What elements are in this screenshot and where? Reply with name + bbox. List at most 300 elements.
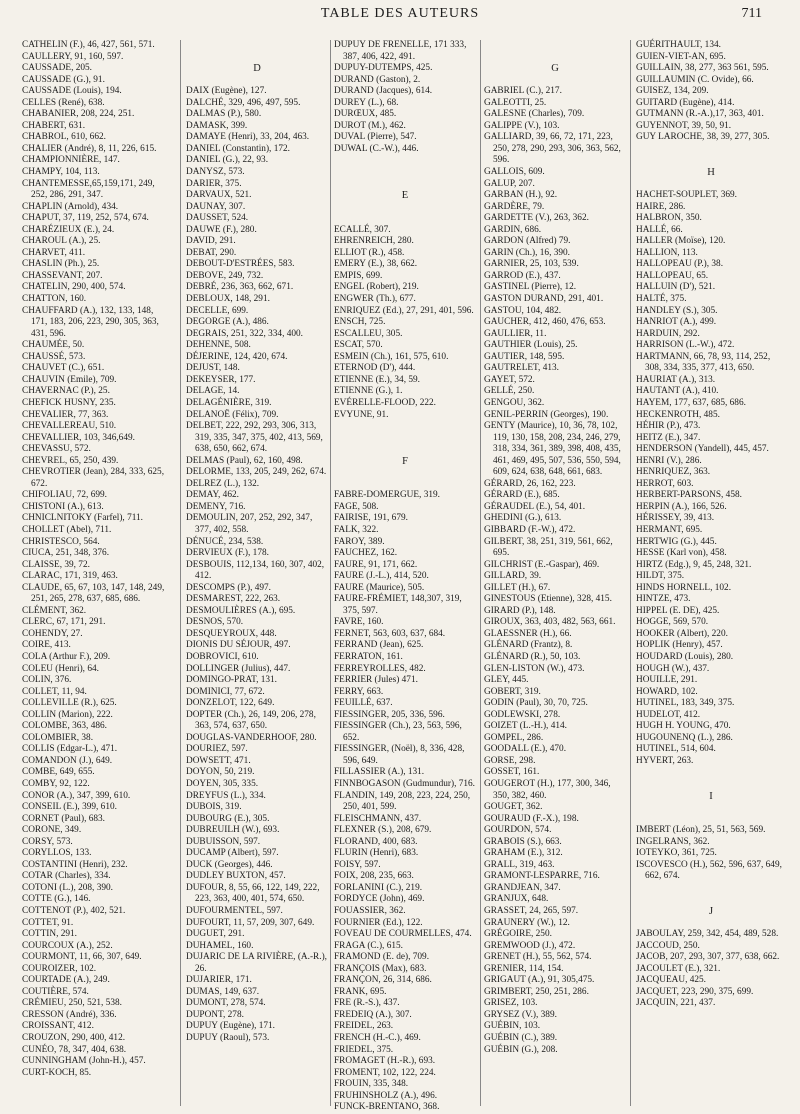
author-entry: CLÉMENT, 362.: [22, 605, 87, 616]
author-entry: JACQUET, 223, 290, 375, 699.: [636, 986, 754, 997]
author-entry: DONZELOT, 122, 649.: [186, 698, 275, 709]
author-entry: CAUSSADE (Louis), 194.: [22, 86, 122, 97]
author-entry: GARROD (E.), 437.: [484, 270, 561, 281]
author-entry: HOUGH (W.), 437.: [636, 663, 710, 674]
author-entry: COLOMBIER, 38.: [22, 732, 94, 743]
author-entry: HERROT, 603.: [636, 478, 694, 489]
author-entry: DAUNAY, 307.: [186, 201, 246, 212]
spacer: [636, 155, 786, 167]
author-entry: CHAUSSÉ, 573.: [22, 351, 86, 362]
author-entry: FINNBOGASON (Gudmundur), 716.: [334, 779, 476, 789]
author-entry: DESNOS, 570.: [186, 617, 244, 628]
author-entry: CHAVERNAC (P.), 25.: [22, 386, 110, 397]
author-entry: HAIRE, 286.: [636, 201, 686, 212]
column-divider: [480, 40, 481, 1106]
spacer: [636, 767, 786, 779]
author-entry: HAUTANT (A.), 410.: [636, 386, 719, 397]
author-entry: FORDYCE (John), 469.: [334, 894, 425, 905]
author-entry: GUTMANN (R.-A.),17, 363, 401.: [636, 109, 764, 120]
author-entry: COLLIN (Marion), 222.: [22, 709, 113, 720]
author-entry: HERPIN (A.), 166, 526.: [636, 501, 727, 512]
author-entry: HACHET-SOUPLET, 369.: [636, 190, 737, 201]
author-entry: COHENDY, 27.: [22, 628, 83, 639]
author-entry: CUNNINGHAM (John-H.), 457.: [22, 1056, 146, 1067]
author-entry: DURAND (Gaston), 2.: [334, 74, 421, 85]
author-entry: COLLET, 11, 94.: [22, 686, 87, 697]
author-entry: DELAGÉNIÈRE, 319.: [186, 397, 272, 408]
author-entry: DANIEL (Constantin), 172.: [186, 143, 290, 154]
author-entry: HALLION, 113.: [636, 247, 698, 258]
author-entry: GOSSET, 161.: [484, 767, 540, 778]
author-entry: HILDT, 375.: [636, 571, 685, 582]
author-entry: DEMAY, 462.: [186, 490, 239, 501]
author-entry: HARTMANN, 66, 78, 93, 114, 252, 308, 334, 335, 377, 413, 650.: [636, 351, 771, 374]
author-entry: GORSE, 298.: [484, 755, 536, 766]
author-entry: CUNÉO, 78, 347, 404, 638.: [22, 1044, 127, 1055]
author-entry: GRAMONT-LESPARRE, 716.: [484, 871, 600, 882]
author-entry: COLEU (Henri), 64.: [22, 663, 99, 674]
spacer: [636, 779, 786, 791]
author-entry: DREYFUS (L.), 334.: [186, 790, 266, 801]
author-entry: HECKENROTH, 485.: [636, 409, 720, 420]
author-entry: DEMENY, 716.: [186, 501, 246, 512]
author-entry: FORLANINI (C.), 219.: [334, 882, 423, 893]
author-entry: FLEISCHMANN, 437.: [334, 813, 422, 824]
author-entry: DAMAYE (Henri), 33, 204, 463.: [186, 132, 310, 143]
author-entry: CLAISSE, 39, 72.: [22, 559, 90, 570]
section-letter: F: [402, 455, 408, 467]
author-entry: FRENCH (H.-C.), 469.: [334, 1033, 421, 1044]
index-column-1: [22, 40, 167, 1079]
author-entry: GRALL, 319, 463.: [484, 859, 555, 870]
author-entry: DOURIEZ, 597.: [186, 744, 248, 755]
author-entry: CHABANIER, 208, 224, 251.: [22, 109, 135, 120]
author-entry: ESMEIN (Ch.), 161, 575, 610.: [334, 351, 449, 362]
author-entry: GÉRARD (E.), 685.: [484, 490, 560, 501]
author-entry: GALEOTTI, 25.: [484, 97, 547, 108]
author-entry: FRAGA (C.), 615.: [334, 940, 403, 951]
author-entry: COLLEVILLE (R.), 625.: [22, 698, 117, 709]
spacer: [334, 202, 476, 214]
author-entry: CHEVALIER, 77, 363.: [22, 409, 109, 420]
author-entry: HARRISON (L.-W.), 472.: [636, 340, 735, 351]
spacer: [334, 479, 476, 491]
author-entry: DUCAMP (Albert), 597.: [186, 848, 279, 859]
author-entry: CHABROL, 610, 662.: [22, 132, 106, 143]
author-entry: DAVID, 291.: [186, 236, 236, 247]
author-entry: GRISEZ, 103.: [484, 998, 538, 1009]
author-entry: DEBRÉ, 236, 363, 662, 671.: [186, 282, 294, 293]
author-entry: COMBY, 92, 122.: [22, 779, 90, 789]
author-entry: FOISY, 597.: [334, 859, 381, 870]
author-entry: HALLÉ, 66.: [636, 224, 683, 235]
author-entry: EHRENREICH, 280.: [334, 236, 414, 247]
author-entry: CHAUVET (C.), 651.: [22, 363, 105, 374]
author-entry: CHAUMÉE, 50.: [22, 340, 85, 351]
author-entry: GOURAUD (F.-X.), 198.: [484, 813, 579, 824]
author-entry: GUISEZ, 134, 209.: [636, 86, 709, 97]
author-entry: COTAR (Charles), 334.: [22, 871, 111, 882]
author-entry: HESSE (Karl von), 458.: [636, 548, 727, 559]
author-entry: GRENET (H.), 55, 562, 574.: [484, 952, 592, 963]
author-entry: FERRIER (Jules) 471.: [334, 675, 418, 686]
author-entry: FALK, 322.: [334, 524, 379, 535]
author-entry: GRASSET, 24, 265, 597.: [484, 906, 579, 917]
author-entry: FRAMOND (E. de), 709.: [334, 952, 430, 963]
author-entry: CHEVALLIER, 103, 346,649.: [22, 432, 135, 443]
spacer: [186, 52, 328, 64]
author-entry: HINDS HORNELL, 102.: [636, 582, 732, 593]
author-entry: GARIN (Ch.), 16, 390.: [484, 247, 570, 258]
author-entry: DESQUEYROUX, 448.: [186, 628, 277, 639]
author-entry: HÉRISSEY, 39, 413.: [636, 513, 715, 524]
author-entry: ETERNOD (D'), 444.: [334, 363, 416, 374]
author-entry: CAUSSADE (G.), 91.: [22, 74, 105, 85]
spacer: [636, 179, 786, 191]
author-entry: DURAND (Jacques), 614.: [334, 86, 433, 97]
author-entry: CHALIER (André), 8, 11, 226, 615.: [22, 143, 157, 154]
author-entry: HOUDARD (Louis), 280.: [636, 651, 734, 662]
author-entry: CHARÉZIEUX (E.), 24.: [22, 224, 115, 235]
author-entry: ENRIQUEZ (Ed.), 27, 291, 401, 596.: [334, 305, 474, 316]
author-entry: CHEVREL, 65, 250, 439.: [22, 455, 119, 466]
author-entry: DUVAL (Pierre), 547.: [334, 132, 417, 143]
author-entry: DUPUY (Eugène), 171.: [186, 1021, 275, 1032]
author-entry: GRÉGOIRE, 250.: [484, 929, 552, 940]
author-entry: HERMANT, 695.: [636, 524, 703, 535]
author-entry: FLANDIN, 149, 208, 223, 224, 250, 250, 401, 599.: [334, 790, 471, 813]
author-entry: GUÉRITHAULT, 134.: [636, 40, 721, 50]
author-entry: JABOULAY, 259, 342, 454, 489, 528.: [636, 929, 779, 940]
author-entry: GARBAN (H.), 92.: [484, 190, 558, 201]
author-entry: CHIFOLIAU, 72, 699.: [22, 490, 107, 501]
author-entry: GRENIER, 114, 154.: [484, 963, 564, 974]
author-entry: FAIRISE, 191, 679.: [334, 513, 408, 524]
author-entry: CHABERT, 631.: [22, 120, 86, 131]
spacer: [334, 433, 476, 445]
author-entry: FREIDEL, 263.: [334, 1021, 394, 1032]
author-entry: HALBRON, 350.: [636, 213, 702, 224]
author-entry: DUGUET, 291.: [186, 929, 245, 940]
author-entry: ECALLÉ, 307.: [334, 224, 391, 235]
author-entry: GUILLAUMIN (C. Ovide), 66.: [636, 74, 754, 85]
author-entry: GELLÉ, 250.: [484, 386, 535, 397]
author-entry: DUPUY-DUTEMPS, 425.: [334, 63, 433, 74]
author-entry: GRANDJEAN, 347.: [484, 882, 561, 893]
author-entry: FERNET, 563, 603, 637, 684.: [334, 628, 446, 639]
author-entry: CONSEIL (E.), 399, 610.: [22, 802, 117, 813]
author-entry: GASTOU, 104, 482.: [484, 305, 562, 316]
author-entry: GALESNE (Charles), 709.: [484, 109, 585, 120]
author-entry: DEBOVE, 249, 732.: [186, 270, 264, 281]
author-entry: COLLIS (Edgar-L.), 471.: [22, 744, 118, 755]
author-entry: GOIZET (L.-H.), 414.: [484, 721, 567, 732]
author-entry: CURT-KOCH, 85.: [22, 1067, 92, 1078]
author-entry: DOMINGO-PRAT, 131.: [186, 675, 277, 686]
author-entry: HANRIOT (A.), 499.: [636, 317, 717, 328]
author-entry: HEITZ (E.), 347.: [636, 432, 701, 443]
author-entry: DIONIS DU SÉJOUR, 497.: [186, 640, 291, 651]
author-entry: DEGORGE (A.), 486.: [186, 317, 269, 328]
author-entry: CLARAC, 171, 319, 463.: [22, 571, 118, 582]
author-entry: EVÉRELLE-FLOOD, 222.: [334, 397, 436, 408]
author-entry: DUROT (M.), 462.: [334, 120, 406, 131]
author-entry: GLAESSNER (H.), 66.: [484, 628, 572, 639]
author-entry: GARDETTE (V.), 263, 362.: [484, 213, 589, 224]
spacer: [484, 52, 626, 64]
author-entry: DAIX (Eugène), 127.: [186, 86, 267, 97]
author-entry: DUHAMEL, 160.: [186, 940, 254, 951]
author-entry: DALMAS (P.), 580.: [186, 109, 262, 120]
author-entry: DUMONT, 278, 574.: [186, 998, 266, 1009]
author-entry: GAUCHER, 412, 460, 476, 653.: [484, 317, 606, 328]
author-entry: FAURE-FRÉMIET, 148,307, 319, 375, 597.: [334, 594, 462, 616]
author-entry: HIRTZ (Edg.), 9, 45, 248, 321.: [636, 559, 752, 570]
author-entry: HALTÉ, 375.: [636, 294, 687, 305]
author-entry: COURTADE (A.), 249.: [22, 975, 110, 986]
author-entry: HENRIQUEZ, 363.: [636, 467, 711, 478]
author-entry: CRÉMIEU, 250, 521, 538.: [22, 998, 122, 1009]
author-entry: COTTENOT (P.), 402, 521.: [22, 906, 126, 917]
author-entry: FOIX, 208, 235, 663.: [334, 871, 414, 882]
author-entry: DOWSETT, 471.: [186, 755, 251, 766]
section-letter: D: [253, 63, 261, 75]
author-entry: DECELLE, 699.: [186, 305, 249, 316]
author-entry: GAYET, 572.: [484, 374, 535, 385]
author-entry: FLURIN (Henri), 683.: [334, 848, 419, 859]
author-entry: CHRISTESCO, 564.: [22, 536, 100, 547]
author-entry: HYVERT, 263.: [636, 755, 694, 766]
author-entry: DEBOUT-D'ESTRÉES, 583.: [186, 259, 295, 270]
author-entry: GINESTOUS (Etienne), 328, 415.: [484, 594, 612, 605]
author-entry: GOMPEL, 286.: [484, 732, 544, 743]
author-entry: INGELRANS, 362.: [636, 836, 710, 847]
author-entry: DÉJERINE, 124, 420, 674.: [186, 351, 288, 362]
author-entry: GUIEN-VIET-AN, 695.: [636, 51, 726, 62]
author-entry: GABRIEL (C.), 217.: [484, 86, 562, 97]
author-entry: GAUTIER, 148, 595.: [484, 351, 565, 362]
author-entry: COUTIÈRE, 574.: [22, 986, 89, 997]
author-entry: GRABOIS (S.), 663.: [484, 836, 562, 847]
author-entry: COMBE, 649, 655.: [22, 767, 95, 778]
author-entry: GRAUNERY (W.), 12.: [484, 917, 570, 928]
author-entry: GIROUX, 363, 403, 482, 563, 661.: [484, 617, 616, 628]
spacer: [334, 421, 476, 433]
author-entry: GILBERT, 38, 251, 319, 561, 662, 695.: [484, 536, 613, 559]
author-entry: DUCK (Georges), 446.: [186, 859, 273, 870]
author-entry: FOVEAU DE COURMELLES, 474.: [334, 929, 472, 940]
author-entry: GALLIARD, 39, 66, 72, 171, 223, 250, 278, 290, 293, 306, 363, 562, 596.: [484, 132, 621, 166]
author-entry: GODIN (Paul), 30, 70, 725.: [484, 698, 588, 709]
author-entry: CHAMPY, 104, 113.: [22, 167, 100, 178]
column-divider: [630, 40, 631, 1106]
author-entry: GALUP, 207.: [484, 178, 535, 189]
column-divider: [330, 40, 331, 1106]
author-entry: FREDEIQ (A.), 307.: [334, 1009, 412, 1020]
author-entry: GRAHAM (E.), 312.: [484, 848, 563, 859]
author-entry: CORNET (Paul), 683.: [22, 813, 105, 824]
author-entry: HERBERT-PARSONS, 458.: [636, 490, 742, 501]
author-entry: GRIGAUT (A.), 91, 305,475.: [484, 975, 595, 986]
author-entry: GARDON (Alfred) 79.: [484, 236, 571, 247]
section-letter: E: [401, 190, 409, 202]
section-letter: I: [709, 790, 713, 802]
author-entry: FIESSINGER, 205, 336, 596.: [334, 709, 445, 720]
author-entry: GUITARD (Eugène), 414.: [636, 97, 735, 108]
author-entry: HÉHIR (P.), 473.: [636, 421, 701, 432]
author-entry: HALLUIN (D'), 521.: [636, 282, 716, 293]
author-entry: DUMAS, 149, 637.: [186, 986, 260, 997]
section-letter: G: [551, 63, 559, 75]
author-entry: GIRARD (P.), 148.: [484, 605, 556, 616]
spacer: [334, 467, 476, 479]
author-entry: CAUSSADE, 205.: [22, 63, 92, 74]
author-entry: COMANDON (J.), 649.: [22, 755, 113, 766]
author-entry: FROMAGET (H.-R.), 693.: [334, 1056, 436, 1067]
author-entry: HAYEM, 177, 637, 685, 686.: [636, 397, 746, 408]
author-entry: GOBERT, 319.: [484, 686, 541, 697]
author-entry: HIPPEL (E. DE), 425.: [636, 605, 720, 616]
spacer: [334, 213, 476, 225]
author-entry: CONOR (A.), 347, 399, 610.: [22, 790, 131, 801]
author-entry: FROMENT, 102, 122, 224.: [334, 1067, 436, 1078]
author-entry: CROUZON, 290, 400, 412.: [22, 1033, 126, 1044]
author-entry: HUTINEL, 514, 604.: [636, 744, 716, 755]
author-entry: HANDLEY (S.), 305.: [636, 305, 718, 316]
spacer: [484, 40, 626, 52]
author-entry: CLAUDE, 65, 67, 103, 147, 148, 249, 251, 265, 278, 637, 685, 686.: [22, 582, 165, 605]
spacer: [484, 75, 626, 87]
author-entry: DUBREUILH (W.), 693.: [186, 825, 280, 836]
author-entry: DOPTER (Ch.), 26, 149, 206, 278, 363, 574, 637, 650.: [186, 709, 316, 732]
author-entry: DUBUISSON, 597.: [186, 836, 261, 847]
author-entry: DUREY (L.), 68.: [334, 97, 399, 108]
author-entry: DOMINICI, 77, 672.: [186, 686, 265, 697]
index-column-5: [636, 40, 786, 1010]
author-entry: FIESSINGER, (Noël), 8, 336, 428, 596, 649.: [334, 744, 465, 766]
author-entry: FRE (R.-S.), 437.: [334, 998, 400, 1009]
author-entry: GUÉBIN, 103.: [484, 1021, 541, 1032]
author-entry: GÉRAUDEL (E.), 54, 401.: [484, 501, 586, 512]
author-entry: FOURNIER (Ed.), 122.: [334, 917, 423, 928]
author-entry: HINTZE, 473.: [636, 594, 691, 605]
page-number: 711: [741, 6, 762, 21]
author-entry: FAGE, 508.: [334, 501, 379, 512]
author-entry: JACOB, 207, 293, 307, 377, 638, 662.: [636, 952, 780, 963]
author-entry: JACCOUD, 250.: [636, 940, 700, 951]
author-entry: CHEVALLEREAU, 510.: [22, 421, 117, 432]
author-entry: FRANÇOIS (Max), 683.: [334, 963, 427, 974]
author-entry: HENRI (V.), 286.: [636, 455, 702, 466]
author-entry: EMPIS, 699.: [334, 270, 383, 281]
spacer: [334, 179, 476, 191]
author-entry: DESCOMPS (P.), 497.: [186, 582, 271, 593]
author-entry: DELANOË (Félix), 709.: [186, 409, 279, 420]
author-entry: ETIENNE (E.), 34, 59.: [334, 374, 420, 385]
author-entry: CORONE, 349.: [22, 825, 82, 836]
author-entry: FEUILLÉ, 637.: [334, 698, 393, 709]
author-entry: CORYLLOS, 133.: [22, 848, 92, 859]
author-entry: DOLLINGER (Julius), 447.: [186, 663, 291, 674]
author-entry: FERRY, 663.: [334, 686, 384, 697]
spacer: [636, 802, 786, 814]
author-entry: DARIER, 375.: [186, 178, 242, 189]
author-entry: HERTWIG (G.), 445.: [636, 536, 717, 547]
author-entry: COTONI (L.), 208, 390.: [22, 882, 113, 893]
author-entry: DERVIEUX (F.), 178.: [186, 548, 269, 559]
author-entry: DESBOUIS, 112,134, 160, 307, 402, 412.: [186, 559, 325, 582]
author-entry: ESCAT, 570.: [334, 340, 383, 351]
author-entry: DESMAREST, 222, 263.: [186, 594, 281, 605]
author-entry: COURCOUX (A.), 252.: [22, 940, 113, 951]
author-entry: DOYEN, 305, 335.: [186, 779, 259, 789]
author-entry: CHAROUL (A.), 25.: [22, 236, 101, 247]
author-entry: CHASLIN (Ph.), 25.: [22, 259, 100, 270]
author-entry: GARNIER, 25, 103, 539.: [484, 259, 579, 270]
author-entry: GUÉBIN (G.), 208.: [484, 1044, 558, 1055]
author-entry: DUDLEY BUXTON, 457.: [186, 871, 286, 882]
author-entry: ETIENNE (G.), 1.: [334, 386, 403, 397]
author-entry: FUNCK-BRENTANO, 368.: [334, 1102, 440, 1113]
author-entry: HALLER (Moïse), 120.: [636, 236, 726, 247]
author-entry: DEBAT, 290.: [186, 247, 237, 258]
author-entry: GILLET (H.), 67.: [484, 582, 551, 593]
author-entry: ENGWER (Th.), 677.: [334, 294, 416, 305]
author-entry: GENTY (Maurice), 10, 36, 78, 102, 119, 130, 158, 208, 234, 246, 279, 318, 334, 361, 389, 398, 408, 435, 461, 469, 495, 507, 536, 550, 594, 609, 624, 638, 648, 661, 683.: [484, 421, 621, 478]
author-entry: HOOKER (Albert), 220.: [636, 628, 728, 639]
author-entry: DUFOUR, 8, 55, 66, 122, 149, 222, 223, 363, 400, 401, 574, 650.: [186, 882, 320, 905]
author-entry: FOUASSIER, 362.: [334, 906, 406, 917]
author-entry: EVYUNE, 91.: [334, 409, 389, 420]
author-entry: GUILLAIN, 38, 277, 363 561, 595.: [636, 63, 769, 74]
spacer: [334, 167, 476, 179]
author-entry: CHOLLET (Abel), 711.: [22, 524, 112, 535]
author-entry: DUFOURMENTEL, 597.: [186, 906, 283, 917]
author-entry: GOUGET, 362.: [484, 802, 543, 813]
author-entry: FERRAND (Jean), 625.: [334, 640, 424, 651]
author-entry: FILLASSIER (A.), 131.: [334, 767, 425, 778]
author-entry: FAURE, 91, 171, 662.: [334, 559, 418, 570]
page-header: [0, 4, 800, 26]
author-entry: GALLOIS, 609.: [484, 167, 545, 178]
spacer: [334, 155, 476, 167]
author-entry: CRESSON (André), 336.: [22, 1009, 117, 1020]
author-entry: CHATELIN, 290, 400, 574.: [22, 282, 126, 293]
author-entry: FLEXNER (S.), 208, 679.: [334, 825, 432, 836]
author-entry: DUWAL (C.-W.), 446.: [334, 143, 419, 154]
author-entry: GASTINEL (Pierre), 12.: [484, 282, 577, 293]
spacer: [186, 75, 328, 87]
author-entry: GAUTHIER (Louis), 25.: [484, 340, 578, 351]
author-entry: CHAUFFARD (A.), 132, 133, 148, 171, 183, 206, 223, 290, 305, 363, 431, 596.: [22, 305, 159, 339]
author-entry: GLÉNARD (R.), 50, 103.: [484, 651, 581, 662]
author-entry: DOUGLAS-VANDERHOOF, 280.: [186, 732, 317, 743]
author-entry: HALLOPEAU (P.), 38.: [636, 259, 724, 270]
author-entry: GILLARD, 39.: [484, 571, 542, 582]
spacer: [186, 40, 328, 52]
author-entry: DESMOULIÈRES (A.), 695.: [186, 605, 296, 616]
author-entry: GOODALL (E.), 470.: [484, 744, 567, 755]
author-entry: FLORAND, 400, 683.: [334, 836, 418, 847]
author-entry: CROISSANT, 412.: [22, 1021, 94, 1032]
author-entry: ISCOVESCO (H.), 562, 596, 637, 649, 662, 674.: [636, 859, 782, 882]
author-entry: GAUTRELET, 413.: [484, 363, 559, 374]
author-entry: DEGRAIS, 251, 322, 334, 400.: [186, 328, 303, 339]
author-entry: FIESSINGER (Ch.), 23, 563, 596, 652.: [334, 721, 462, 743]
author-entry: CHEVASSU, 572.: [22, 444, 91, 455]
author-entry: COLOMBE, 363, 486.: [22, 721, 107, 732]
author-entry: GRIMBERT, 250, 251, 286.: [484, 986, 589, 997]
